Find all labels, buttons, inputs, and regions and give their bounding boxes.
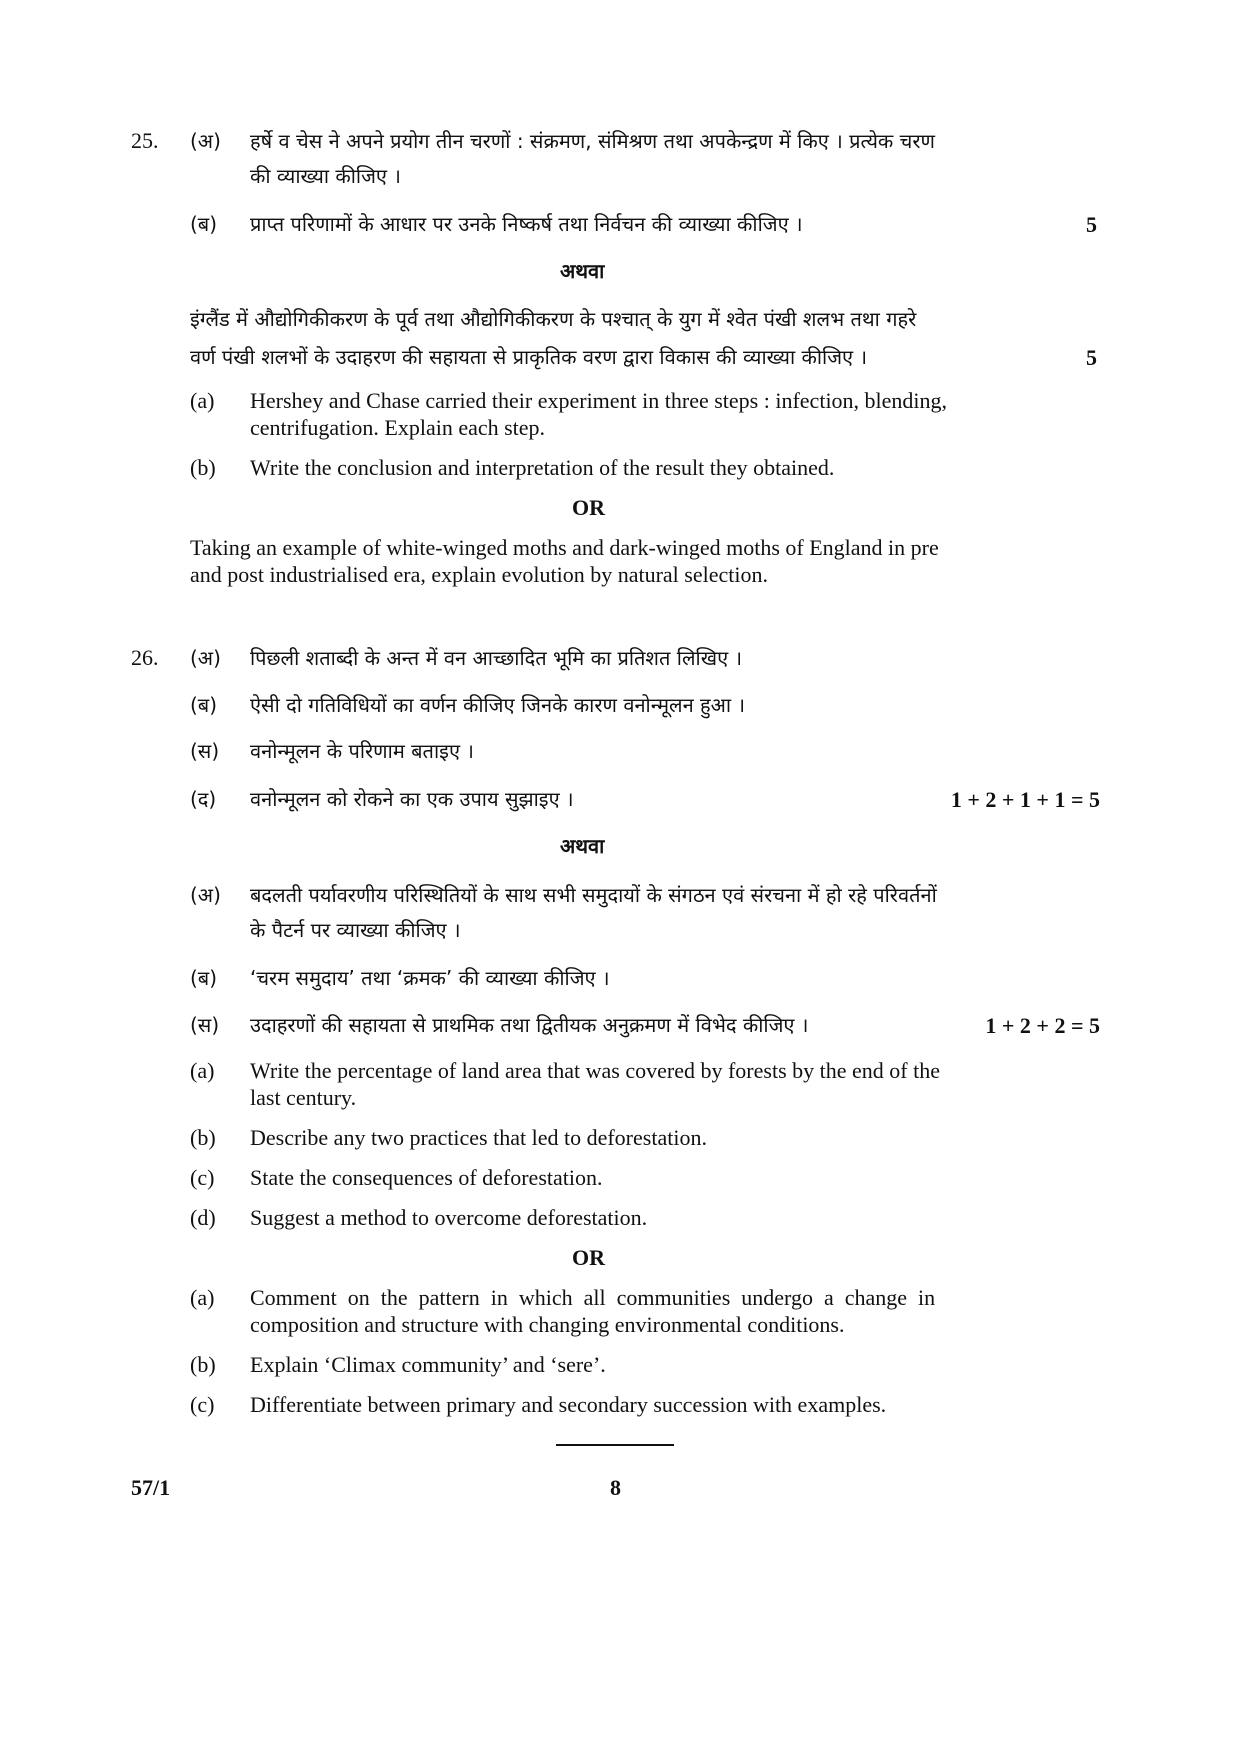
part-label: (अ) (190, 646, 221, 670)
part-label: (अ) (190, 129, 221, 153)
part-label: (ब) (190, 693, 218, 717)
part-label: (ब) (190, 212, 218, 236)
or-divider: OR (572, 1245, 605, 1270)
question-text: उदाहरणों की सहायता से प्राथमिक तथा द्वितीयक अनुक्रमण में विभेद कीजिए । (250, 1013, 809, 1037)
question-text: and post industrialised era, explain evolution by natural selection. (190, 562, 768, 587)
question-text: composition and structure with changing environmental conditions. (250, 1312, 845, 1337)
question-text: State the consequences of deforestation. (250, 1165, 603, 1190)
part-label: (b) (190, 455, 216, 480)
question-text: इंग्लैंड में औद्योगिकीकरण के पूर्व तथा औद्योगिकीकरण के पश्चात् के युग में श्वेत पंखी शलभ तथा गहरे (190, 307, 917, 331)
question-text: ऐसी दो गतिविधियों का वर्णन कीजिए जिनके कारण वनोन्मूलन हुआ । (250, 693, 746, 717)
part-label: (a) (190, 1285, 215, 1310)
part-label: (a) (190, 1058, 215, 1083)
marks: 5 (1086, 345, 1097, 370)
question-text: Taking an example of white-winged moths and dark-winged moths of England in pre (190, 535, 939, 560)
question-text: वर्ण पंखी शलभों के उदाहरण की सहायता से प्राकृतिक वरण द्वारा विकास की व्याख्या कीजिए । (190, 345, 868, 369)
part-label: (अ) (190, 883, 221, 907)
question-text: प्राप्त परिणामों के आधार पर उनके निष्कर्ष तथा निर्वचन की व्याख्या कीजिए । (250, 212, 803, 236)
part-label: (स) (190, 1013, 220, 1037)
question-text: Differentiate between primary and secondary succession with examples. (250, 1392, 887, 1417)
part-label: (ब) (190, 966, 218, 990)
question-text: last century. (250, 1085, 357, 1110)
question-text: हर्षे व चेस ने अपने प्रयोग तीन चरणों : संक्रमण, संमिश्रण तथा अपकेन्द्रण में किए । प्रत्येक चरण (250, 129, 935, 153)
question-text: Explain ‘Climax community’ and ‘sere’. (250, 1352, 606, 1377)
question-text: Write the conclusion and interpretation of the result they obtained. (250, 455, 835, 480)
question-text: Comment on the pattern in which all communities undergo a change in (250, 1285, 936, 1310)
or-divider: अथवा (560, 259, 605, 283)
question-text: Write the percentage of land area that was covered by forests by the end of the (250, 1058, 940, 1083)
or-divider: अथवा (560, 834, 605, 858)
paper-code: 57/1 (131, 1475, 171, 1500)
part-label: (a) (190, 388, 215, 413)
part-label: (c) (190, 1392, 215, 1417)
question-text: Hershey and Chase carried their experiment in three steps : infection, blending, (250, 388, 948, 413)
question-number: 26. (131, 645, 159, 670)
question-text: ‘चरम समुदाय’ तथा ‘क्रमक’ की व्याख्या कीजिए । (250, 966, 610, 990)
question-text: वनोन्मूलन को रोकने का एक उपाय सुझाइए । (250, 787, 574, 811)
question-text: Suggest a method to overcome deforestation. (250, 1205, 648, 1230)
part-label: (b) (190, 1125, 216, 1150)
question-text: पिछली शताब्दी के अन्त में वन आच्छादित भूमि का प्रतिशत लिखिए । (250, 646, 743, 670)
question-number: 25. (131, 128, 159, 153)
or-divider: OR (572, 495, 605, 520)
end-rule (556, 1444, 674, 1446)
part-label: (द) (190, 787, 217, 811)
marks: 5 (1086, 212, 1097, 237)
question-text: की व्याख्या कीजिए । (250, 164, 401, 188)
question-text: के पैटर्न पर व्याख्या कीजिए । (250, 918, 461, 942)
page-number: 8 (610, 1475, 621, 1500)
question-text: बदलती पर्यावरणीय परिस्थितियों के साथ सभी समुदायों के संगठन एवं संरचना में हो रहे परिवर्तनों (250, 883, 937, 907)
part-label: (स) (190, 739, 220, 763)
question-text: centrifugation. Explain each step. (250, 415, 546, 440)
part-label: (b) (190, 1352, 216, 1377)
marks: 1 + 2 + 2 = 5 (985, 1013, 1100, 1038)
part-label: (c) (190, 1165, 215, 1190)
marks: 1 + 2 + 1 + 1 = 5 (950, 787, 1100, 812)
part-label: (d) (190, 1205, 216, 1230)
question-text: Describe any two practices that led to deforestation. (250, 1125, 707, 1150)
question-text: वनोन्मूलन के परिणाम बताइए । (250, 739, 474, 763)
